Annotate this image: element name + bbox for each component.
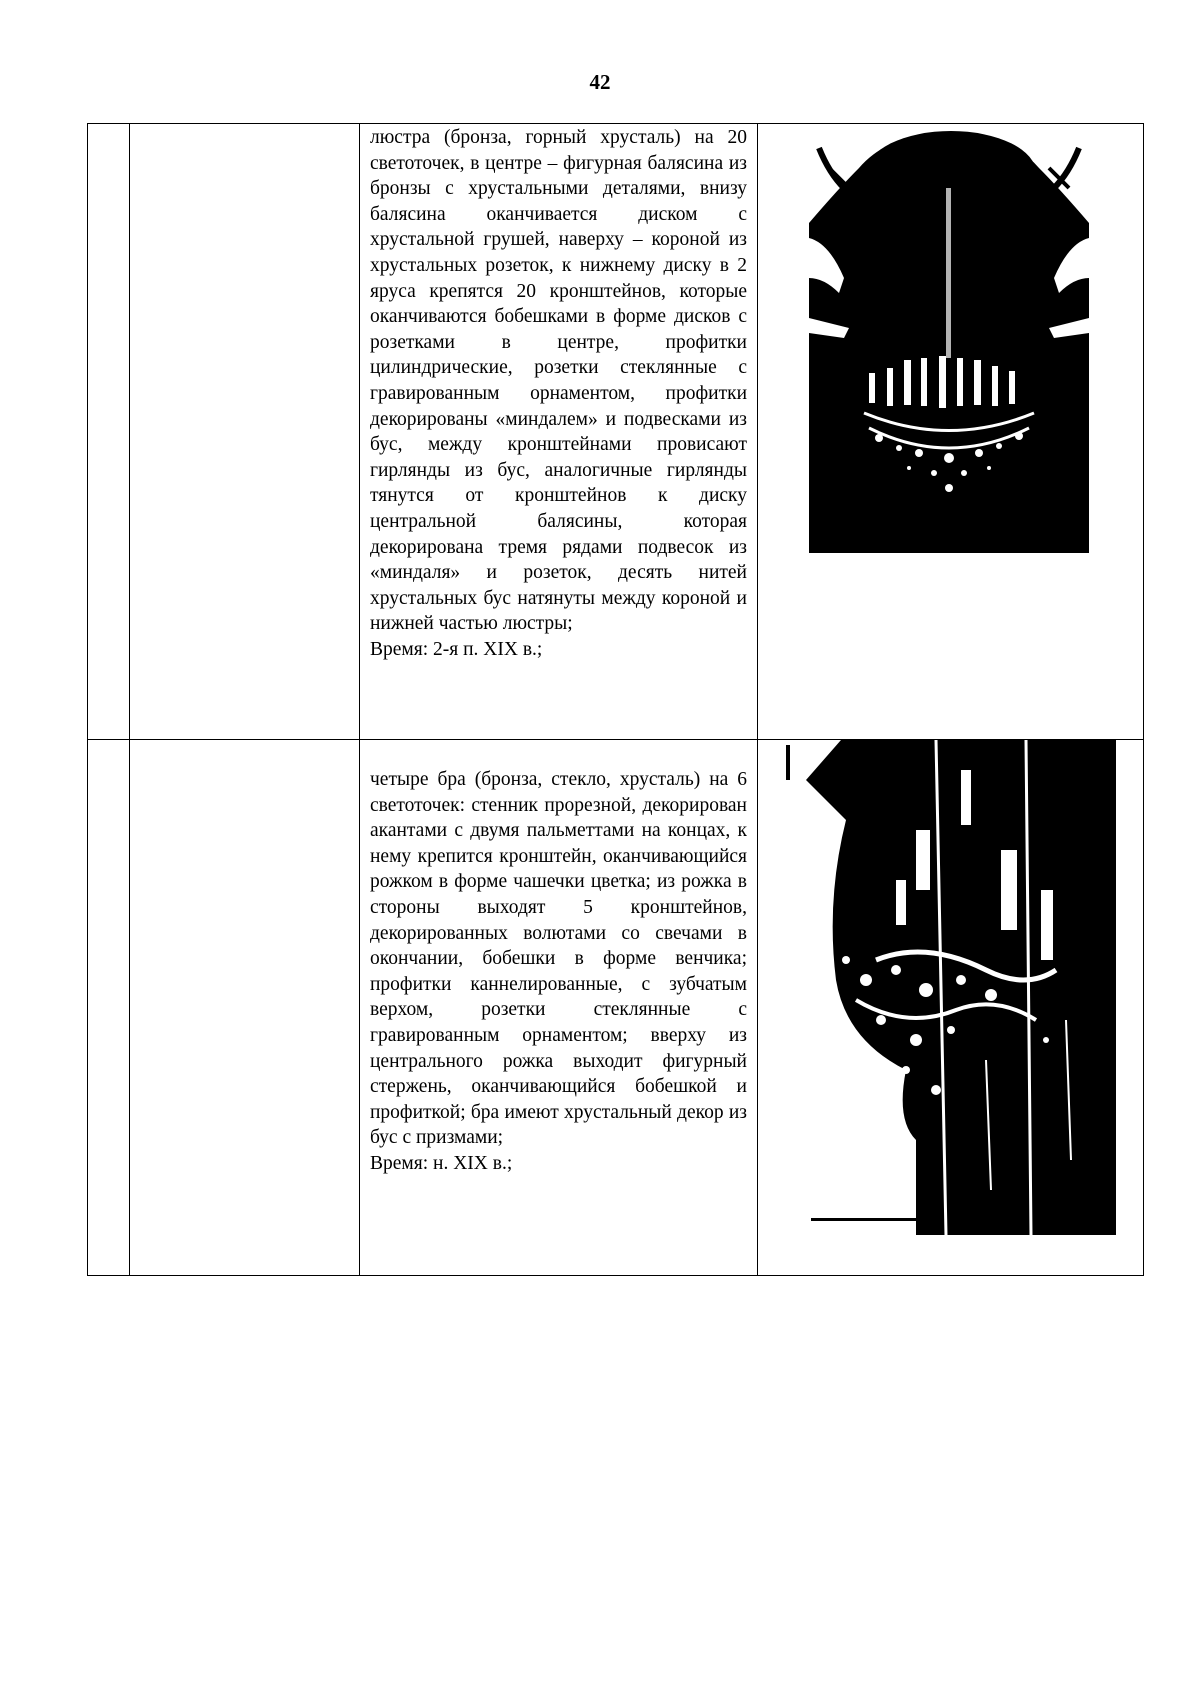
- sconce-photo: [786, 740, 1116, 1235]
- table-row: [88, 740, 1144, 1276]
- description-text: люстра (бронза, горный хрусталь) на 20 светоточек, в центре – фигурная балясина из бронзы с хрустальными деталями, внизу балясина оканчивается диском с хрустальной грушей, наверху – короной из хрустальных розеток, к нижнему диску в 2 яруса крепятся 20 кронштейнов, которые оканчиваются бобешками в форме дисков с розетками в центре, профитки цилиндрические, розетки стеклянные с гравированным орнаментом, профитки декорированы «миндалем» и подвесками из бус, между кронштейнами провисают гирлянды из бус, аналогичные гирлянды тянутся от кронштейнов к диску центральной балясины, которая декорирована тремя рядами подвесок из «миндаля» и розеток, десять нитей хрустальных бус натянуты между короной и нижней частью люстры;: [370, 127, 747, 635]
- index-cell: [88, 124, 130, 740]
- name-cell: [130, 124, 360, 740]
- description-text: четыре бра (бронза, стекло, хрусталь) на 6 светоточек: стенник прорезной, декорирован акантами с двумя пальметтами на концах, к нему крепится кронштейн, оканчивающийся рожком в форме чашечки цветка; из рожка в стороны выходят 5 кронштейнов, декорированных волютами со свечами в окончании, бобешки в форме венчика; профитки каннелированные, с зубчатым верхом, розетки стеклянные с гравированным орнаментом; вверху из центрального рожка выходит фигурный стержень, оканчивающийся бобешкой и профиткой; бра имеют хрустальный декор из бус с призмами;: [370, 769, 747, 1149]
- description-cell: [360, 124, 758, 740]
- chandelier-photo: [809, 128, 1089, 553]
- index-cell: [88, 740, 130, 1276]
- dating-text: Время: 2-я п. XIX в.;: [370, 638, 543, 660]
- description-cell: [360, 740, 758, 1276]
- page-number: 42: [589, 70, 611, 94]
- dating-text: Время: н. XIX в.;: [370, 1152, 513, 1174]
- objects-table: [87, 123, 1144, 1276]
- photo-cell: [758, 740, 1144, 1276]
- photo-cell: [758, 124, 1144, 740]
- table-row: [88, 124, 1144, 740]
- name-cell: [130, 740, 360, 1276]
